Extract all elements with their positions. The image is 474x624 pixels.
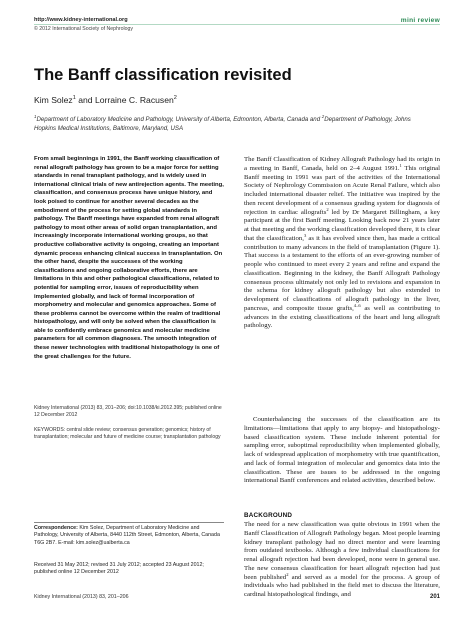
affiliations <box>34 112 424 133</box>
reference-marker[interactable]: 3 <box>303 232 307 238</box>
body-paragraph <box>244 156 440 331</box>
footer-journal: Kidney International (2013) 83, 201–206 <box>34 594 129 600</box>
body-paragraph: Counterbalancing the successes of the classification are its limitations—limitations that apply to any biopsy- and histopathology-based classification system. These include inherent potential for sampling error, suboptimal reproducibility when implemented globally, lack of widespread application of morphometry with true quantification, and lack of formal integration of molecular and genomics data into the classification. These are issues to be addressed in the ongoing international Banff conferences and related activities, described below. <box>244 416 440 485</box>
affiliation-marker: 2 <box>173 95 177 102</box>
header-rule <box>34 24 440 25</box>
affiliation-text: Department of Pathology, Johns Hopkins Medical Institutions, Baltimore, Maryland, USA <box>34 116 411 133</box>
author-list <box>34 95 177 105</box>
affiliation-marker: 1 <box>72 95 76 102</box>
correspondence-label: Correspondence: <box>34 525 78 531</box>
section-label: mini review <box>400 17 440 24</box>
correspondence <box>34 525 224 547</box>
section-heading: BACKGROUND <box>244 512 293 519</box>
copyright-notice: © 2012 International Society of Nephrology <box>34 26 133 32</box>
body-text: The need for a new classification was quite obvious in 1991 when the Banff Classification of Allograft Pathology began. Most people learning kidney transplant pathology had no direct mentor and were learning from outdated textbooks. Although a few individual classifications for renal allograft rejection had been developed, none were in general use. The new consensus classification for heart allograft rejection had just been published <box>244 521 440 581</box>
journal-url[interactable]: http://www.kidney-international.org <box>34 17 128 23</box>
author-name: Kim Solez <box>34 95 73 105</box>
body-text: led by Dr Margaret Billingham, a key participant at the first Banff meeting. Looking back now 21 years later at that meeting and the working classification developed there, it is clear that the classification, <box>244 208 440 242</box>
keywords: KEYWORDS: central slide review; consensus generation; genomics; history of transplantation; molecular and future of medicine course; transplantation pathology <box>34 427 221 441</box>
author-connector: and <box>75 95 95 105</box>
author-name: Lorraine C. Racusen <box>94 95 174 105</box>
affiliation-marker: 1 <box>34 114 37 119</box>
affiliation-marker: 2 <box>321 114 325 119</box>
footnote-rule <box>34 522 224 523</box>
body-text: This original Banff meeting in 1991 was part of the activities of the International Society of Nephrology Commission on Acute Renal Failure, which also included international disaster relief. The initiative was inspired by the then recent development of a consensus grading system for diagnosis of rejection in cardiac allografts <box>244 164 441 216</box>
received-dates: Received 31 May 2012; revised 31 July 2012; accepted 23 August 2012; published online 12 December 2012 <box>34 562 204 576</box>
reference-marker[interactable]: 2 <box>326 206 329 212</box>
body-text: as it has evolved since then, has made a critical contribution to many advances in the field of transplantation (Figure 1). That success is a testament to the efforts of an ever-growing number of people who continued to meet every 2 years and refine and expand the classification. Beginning in the kidney, the Banff Allograft Pathology consensus process ultimately not only led to revisions and expansion in the schema for kidney allograft pathology but also extended to development of classifications of allograft pathology in the liver, pancreas, and composite tissue grafts, <box>244 234 441 312</box>
body-text: The Banff Classification of Kidney Allograft Pathology had its origin in a meeting in Banff, Canada, held on 2–4 August 1991. <box>244 156 440 172</box>
correspondence-text: Kim Solez, Department of Laboratory Medicine and Pathology, University of Alberta, 8440 112th Street, Edmonton, Alberta, Canada T6G 2B7. E-mail: kim.solez@ualberta.ca <box>34 525 220 546</box>
reference-marker[interactable]: 1 <box>399 162 402 168</box>
citation-line: Kidney International (2013) 83, 201–206; doi:10.1038/ki.2012.395; published online 12 December 2012 <box>34 405 222 419</box>
body-text: and served as a model for the process. A group of individuals who had published in the field met to discuss the literature, cardinal histopathological findings, and <box>244 573 440 598</box>
page-number: 201 <box>429 594 440 600</box>
affiliation-text: Department of Laboratory Medicine and Pathology, University of Alberta, Edmonton, Alberta, Canada and <box>36 116 322 124</box>
abstract: From small beginnings in 1991, the Banff working classification of renal allograft pathology has grown to be a major force for setting standards in renal transplant pathology, and is widely used in international clinical trials of new antirejection agents. The meeting, classification, and consensus process have unique history, and look poised to continue for another several decades as the embodiment of the process for setting global standards in pathology. The Banff meetings have expanded from renal allograft pathology to most other areas of solid organ transplantation, and increasingly incorporate international working groups, so that productive collaborative activity is ongoing, creating an important dynamic process enhancing clinical success in transplantation. On the other hand, despite the successes of the working classifications and ongoing collaborative efforts, there are limitations in this and other pathological classifications, related to potential for sampling error, issues of reproducibility when implemented globally, and lack of formal incorporation of morphometry and molecular and genomics approaches. Some of these problems cannot be overcome within the realm of traditional histopathology, and will only be solved when the classification is able to confidently embrace genomics and molecular medicine parameters for all common diagnoses. The smooth integration of these newer technologies with traditional histopathology is one of the great challenges for the future. <box>34 156 224 360</box>
reference-marker[interactable]: 2 <box>286 571 289 577</box>
body-paragraph <box>244 521 440 600</box>
body-text: as well as contributing to advances in the existing classifications of the heart and lung allograft pathology. <box>244 304 440 330</box>
reference-marker[interactable]: 4–6 <box>353 302 361 308</box>
article-title: The Banff classification revisited <box>34 66 292 84</box>
